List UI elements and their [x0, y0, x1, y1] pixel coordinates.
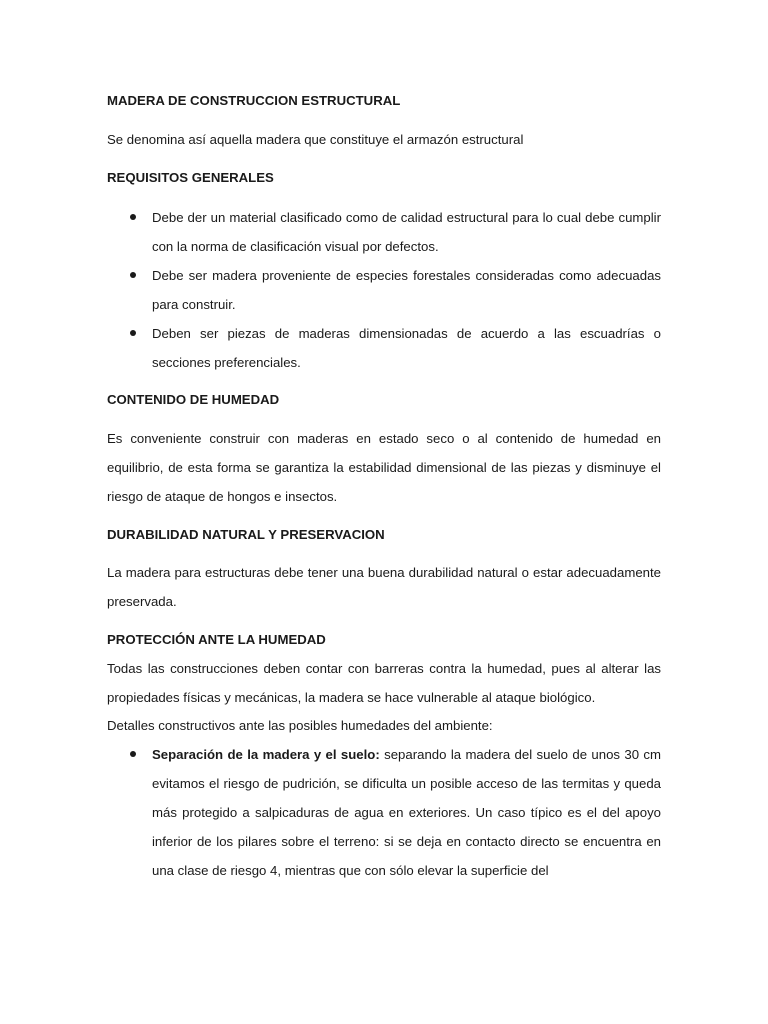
- bullet-icon: [130, 330, 136, 336]
- list-item: [107, 261, 661, 319]
- bullet-icon: [130, 272, 136, 278]
- list-item-text: Deben ser piezas de maderas dimensionadas de acuerdo a las escuadrías o secciones preferenciales.: [152, 326, 661, 370]
- heading-proteccion: PROTECCIÓN ANTE LA HUMEDAD: [107, 632, 326, 647]
- list-item-text: Debe der un material clasificado como de calidad estructural para lo cual debe cumplir con la norma de clasificación visual por defectos.: [152, 210, 661, 254]
- bullet-icon: [130, 214, 136, 220]
- details-intro-text: Detalles constructivos ante las posibles humedades del ambiente:: [107, 718, 493, 733]
- list-item-text: Debe ser madera proveniente de especies forestales consideradas como adecuadas para construir.: [152, 268, 661, 312]
- durabilidad-text: La madera para estructuras debe tener una buena durabilidad natural o estar adecuadamente preservada.: [107, 565, 661, 609]
- detalles-list: [107, 740, 661, 885]
- proteccion-text: Todas las construcciones deben contar con barreras contra la humedad, pues al alterar las propiedades físicas y mecánicas, la madera se hace vulnerable al ataque biológico.: [107, 661, 661, 705]
- document-page: [107, 0, 661, 1024]
- list-item: [107, 740, 661, 885]
- heading-durabilidad: DURABILIDAD NATURAL Y PRESERVACION: [107, 527, 385, 542]
- document-title: MADERA DE CONSTRUCCION ESTRUCTURAL: [107, 93, 401, 108]
- intro-text: Se denomina así aquella madera que constituye el armazón estructural: [107, 132, 524, 147]
- heading-requisitos: REQUISITOS GENERALES: [107, 170, 274, 185]
- list-item: [107, 203, 661, 261]
- requisitos-list: [107, 203, 661, 377]
- list-item-lead: Separación de la madera y el suelo:: [152, 747, 380, 762]
- list-item-text: separando la madera del suelo de unos 30 cm evitamos el riesgo de pudrición, se dificulta un posible acceso de las termitas y queda más protegido a salpicaduras de agua en exteriores. Un caso típico es el del apoyo inferior de los pilares sobre el terreno: si se deja en contacto directo se encuentra en una clase de riesgo 4, mientras que con sólo elevar la superficie del: [152, 747, 661, 878]
- bullet-icon: [130, 751, 136, 757]
- list-item: [107, 319, 661, 377]
- heading-humedad: CONTENIDO DE HUMEDAD: [107, 392, 280, 407]
- humedad-text: Es conveniente construir con maderas en estado seco o al contenido de humedad en equilibrio, de esta forma se garantiza la estabilidad dimensional de las piezas y disminuye el riesgo de ataque de hongos e insectos.: [107, 431, 661, 504]
